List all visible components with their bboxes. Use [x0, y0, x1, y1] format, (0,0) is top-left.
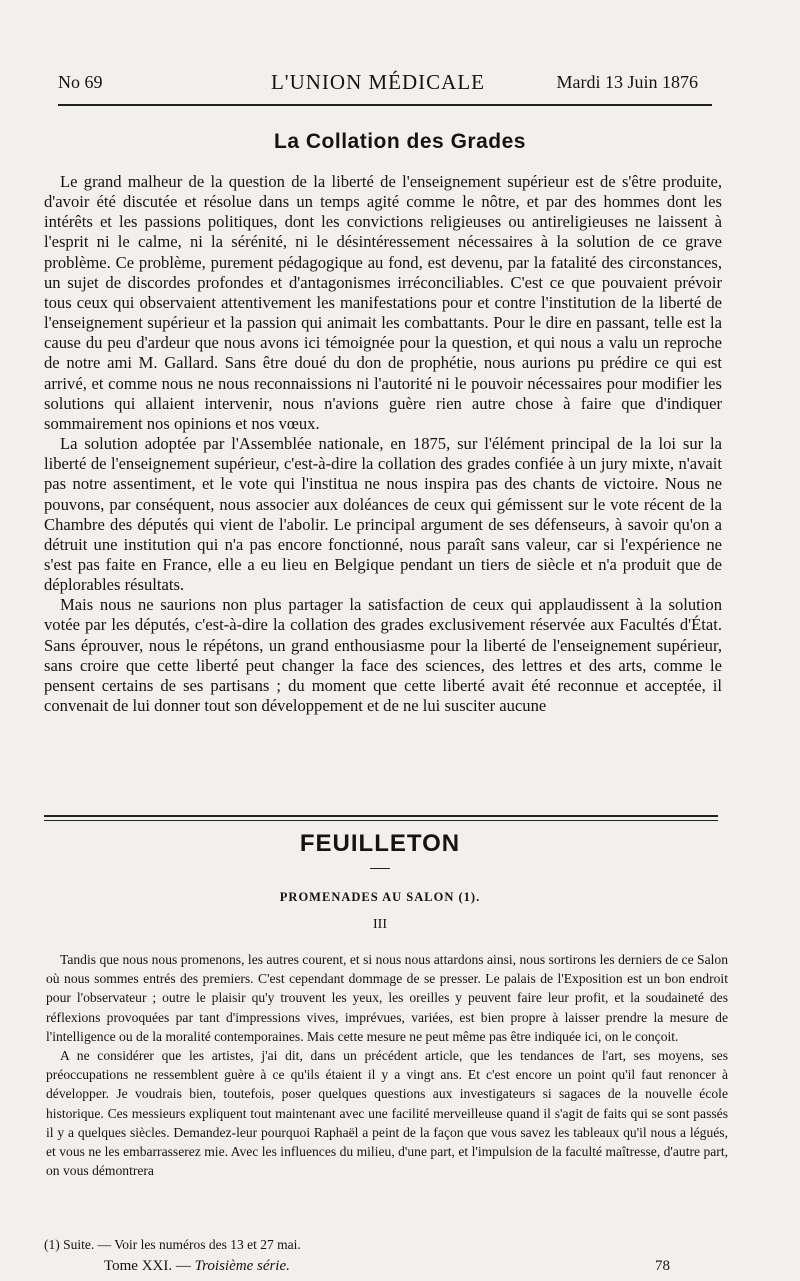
header-rule	[58, 104, 712, 106]
running-head	[58, 70, 698, 98]
feuilleton-title-rule	[370, 868, 390, 869]
feuilleton-divider	[44, 815, 718, 821]
article-paragraph: La solution adoptée par l'Assemblée nationale, en 1875, sur l'élément principal de la loi sur la liberté de l'enseignement supérieur, c'est-à-dire la collation des grades confiée à un jury mixte, n'avait pas notre assentiment, et le vote qui l'institua ne nous inspira pas des chants de victoire. Nous ne pouvons, par conséquent, nous associer aux doléances de ceux qui gémissent sur le vote récent de la Chambre des députés qui vient de l'abolir. Le principal argument de ses défenseurs, à savoir qu'on a détruit une institution qui n'a pas encore fonctionné, nous paraît sans valeur, car si l'expérience ne s'est pas faite en France, elle a eu lieu en Belgique pendant un tiers de siècle et n'a produit que de déplorables résultats.	[44, 434, 722, 595]
article-paragraph: Mais nous ne saurions non plus partager la satisfaction de ceux qui applaudissent à la solution votée par les députés, c'est-à-dire la collation des grades exclusivement réservée aux Facultés d'État. Sans éprouver, nous le répétons, un grand enthousiasme pour la liberté de l'enseignement supérieur, sans croire que cette liberté peut changer la face des sciences, des lettres et des arts, comme le pensent certains de ses partisans ; du moment que cette liberté avait été reconnue et acceptée, il convenait de lui donner tout son développement et de ne lui susciter aucune	[44, 595, 722, 716]
page-number: 78	[655, 1258, 670, 1274]
footer-volume	[104, 1258, 290, 1275]
feuilleton-body	[46, 950, 728, 1180]
feuilleton-title: FEUILLETON	[299, 830, 461, 857]
feuilleton-paragraph: Tandis que nous nous promenons, les autres courent, et si nous nous attardons ainsi, nous sortirons les derniers de ce Salon où nous sommes entrés des premiers. C'est cependant dommage de se presser. Le palais de l'Exposition est un bon endroit pour l'observateur ; outre le plaisir qu'y trouvent les yeux, les oreilles y peuvent faire leur profit, et la soudaineté des réflexions provoquées par tant d'impressions vives, imprévues, variées, est bien propre à laisser prendre la mesure de l'intelligence ou de la moralité contemporaines. Mais cette mesure ne peut même pas être indiquée ici, on le conçoit.	[46, 952, 728, 1044]
footer-tome: Tome XXI. —	[104, 1258, 191, 1274]
feuilleton-paragraph: A ne considérer que les artistes, j'ai dit, dans un précédent article, que les tendances de l'art, ses moyens, ses préoccupations ne ressemblent guère à ce qu'ils étaient il y a vingt ans. Et c'est encore un point qu'il faut renoncer à développer. Je voudrais bien, toutefois, poser quelques questions aux investigateurs si sagaces de la nouvelle école historique. Ces messieurs expliquent tout maintenant avec une facilité merveilleuse quand il s'agit de faits qui se sont passés il y a quelques siècles. Demandez-leur pourquoi Raphaël a peint de la façon que vous savez les tableaux qu'il nous a légués, et vous ne les embarrasserez mie. Avec les influences du milieu, d'une part, et l'impulsion de la faculté maîtresse, d'autre part, on vous démontrera	[46, 1048, 728, 1179]
issue-date: Mardi 13 Juin 1876	[556, 72, 698, 92]
feuilleton-subtitle: PROMENADES AU SALON (1).	[279, 890, 481, 904]
page-footer	[104, 1258, 670, 1276]
feuilleton-section-number: III	[373, 917, 387, 932]
footnote: (1) Suite. — Voir les numéros des 13 et 27 mai.	[44, 1237, 301, 1252]
article-title: La Collation des Grades	[274, 130, 526, 153]
article-paragraph: Le grand malheur de la question de la liberté de l'enseignement supérieur est de s'être produite, d'avoir été discutée et résolue dans un temps agité comme le nôtre, et par des hommes dont les intérêts et les passions politiques, dont les convictions religieuses ou antireligieuses ne laissent à l'esprit ni le calme, ni la sérénité, ni le désintéressement nécessaires à la solution de ce grave problème. Ce problème, purement pédagogique au fond, est devenu, par la fatalité des circonstances, un sujet de discordes profondes et d'antagonismes irréconciliables. C'est ce que pouvaient prévoir tous ceux qui observaient attentivement les manifestations pour et contre l'institution de la liberté de l'enseignement supérieur et la passion qui animait les combattants. Pour le dire en passant, telle est la cause du peu d'ardeur que nous avons ici témoignée pour la question, et qui nous a valu un reproche de notre ami M. Gallard. Sans être doué du don de prophétie, nous aurions pu prédire ce qui est arrivé, et comme nous ne nous reconnaissions ni l'autorité ni le pouvoir nécessaires pour modifier les solutions qui allaient intervenir, nous n'avions guère rien autre chose à faire que d'indiquer sommairement nos opinions et nos vœux.	[44, 172, 722, 433]
footer-series: Troisième série.	[194, 1258, 290, 1274]
issue-number: No 69	[58, 72, 103, 92]
article-body	[44, 172, 722, 716]
journal-title: L'UNION MÉDICALE	[270, 70, 485, 94]
